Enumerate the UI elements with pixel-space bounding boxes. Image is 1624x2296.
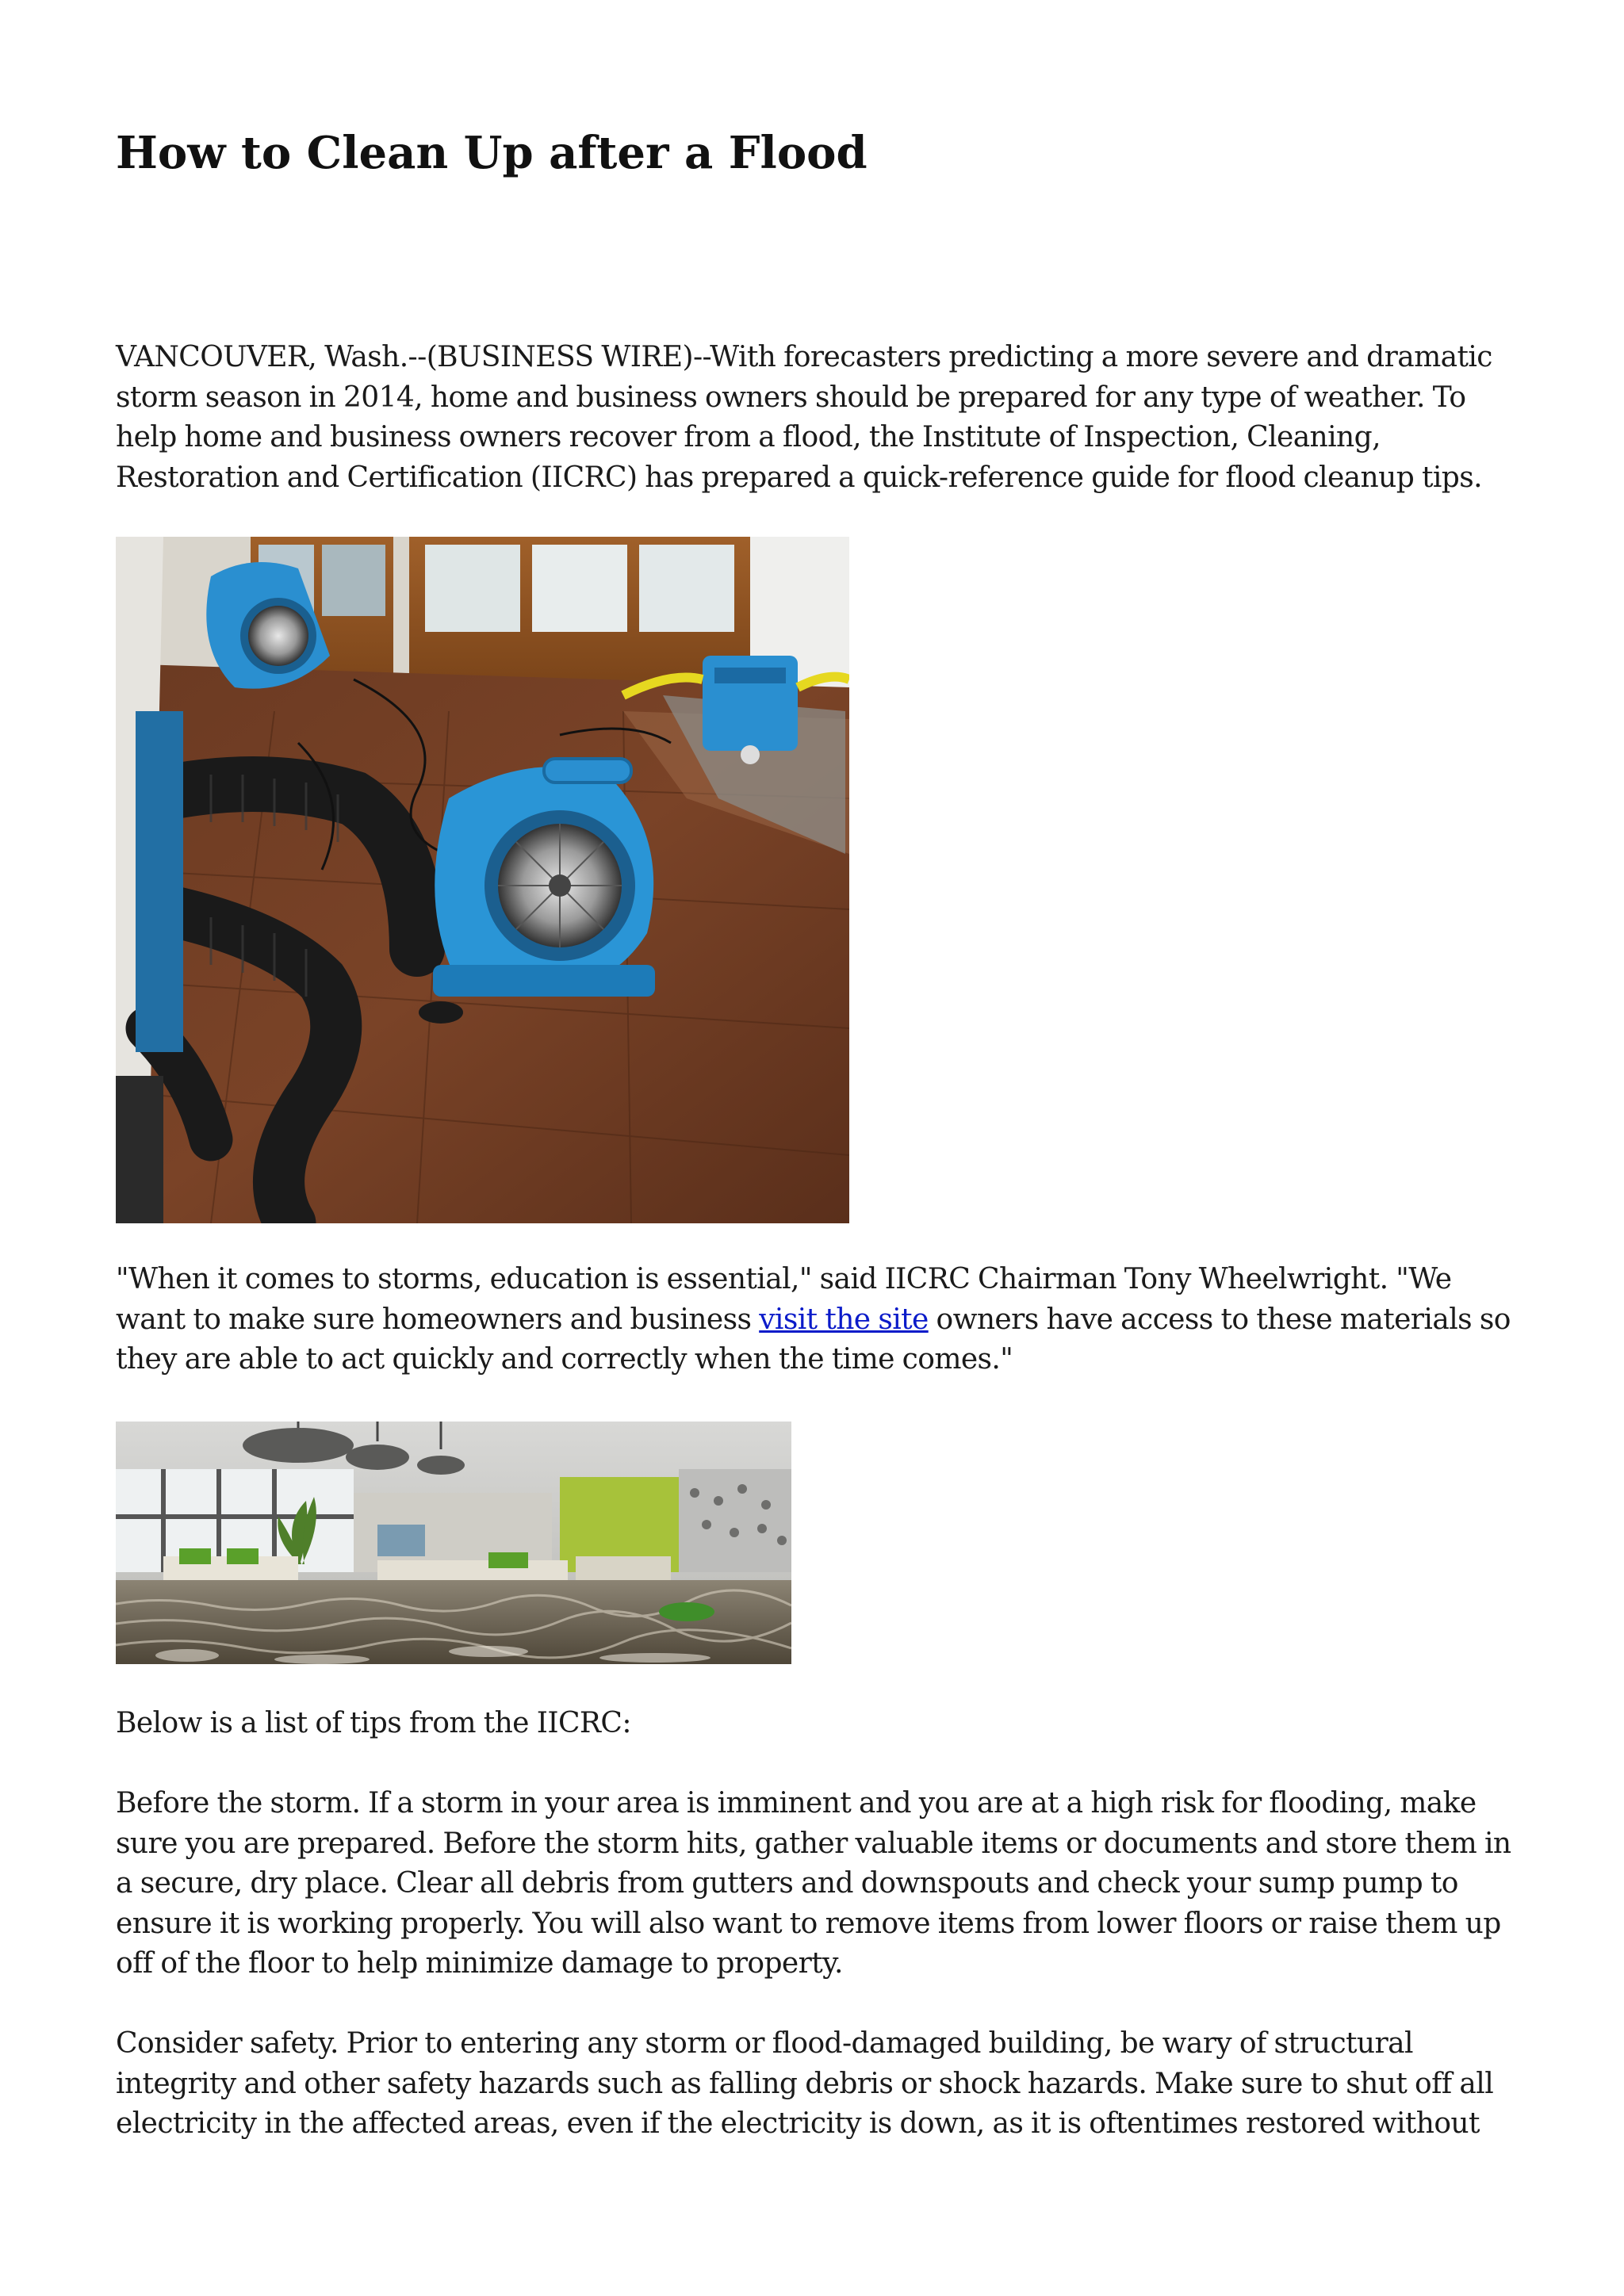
tip-consider-safety: Consider safety. Prior to entering any storm or flood-damaged building, be wary of structural integrity and other safety hazards such as falling debris or shock hazards. Make sure to shut off all electricity in the affected areas, even if the electricity is down, as it is oftentimes restored without	[116, 2027, 1494, 2140]
intro-paragraph: VANCOUVER, Wash.--(BUSINESS WIRE)--With forecasters predicting a more severe and dramatic storm season in 2014, home and business owners should be prepared for any type of weather. To help home and business owners recover from a flood, the Institute of Inspection, Cleaning, Restoration and Certification (IICRC) has prepared a quick-reference guide for flood cleanup tips.	[116, 341, 1492, 494]
tips-intro: Below is a list of tips from the IICRC:	[116, 1707, 631, 1739]
air-movers-photo	[116, 537, 849, 1223]
quote-text-after: owners have access to these materials so they are able to act quickly and correctly when the time comes."	[116, 1303, 1511, 1376]
visit-site-link[interactable]: visit the site	[759, 1303, 929, 1336]
article-title: How to Clean Up after a Flood	[116, 127, 868, 179]
flooded-room-photo	[116, 1422, 791, 1664]
quote-paragraph	[116, 1260, 1511, 1380]
tip-before-storm: Before the storm. If a storm in your area is imminent and you are at a high risk for flooding, make sure you are prepared. Before the storm hits, gather valuable items or documents and store them in a secure, dry place. Clear all debris from gutters and downspouts and check your sump pump to ensure it is working properly. You will also want to remove items from lower floors or raise them up off of the floor to help minimize damage to property.	[116, 1787, 1511, 1980]
quote-text-before: "When it comes to storms, education is essential," said IICRC Chairman Tony Wheelwright. "We want to make sure homeowners and business	[116, 1263, 1452, 1336]
